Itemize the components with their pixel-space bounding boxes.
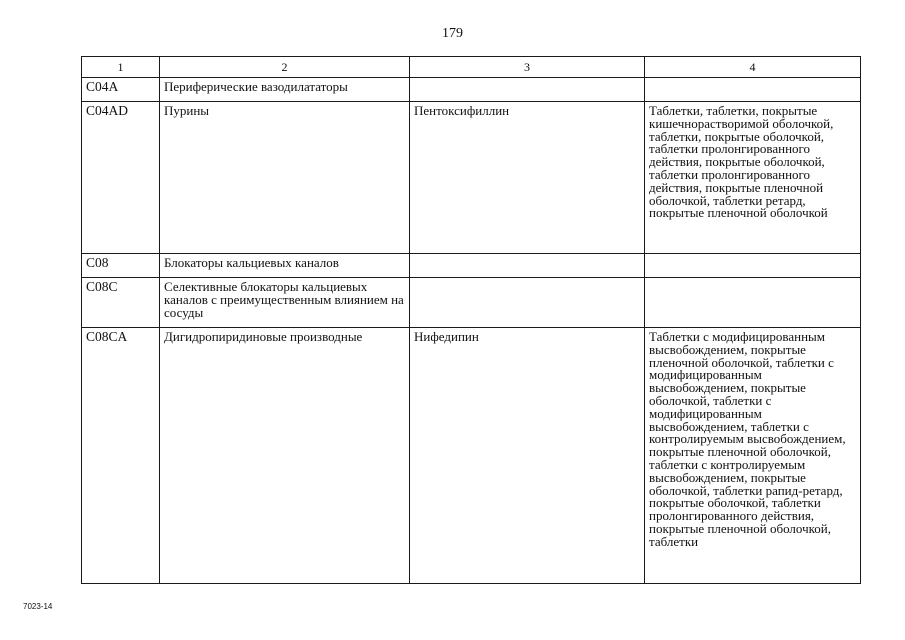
atc-code-cell: C08CA	[82, 328, 160, 584]
atc-code-cell: C08C	[82, 278, 160, 328]
group-name-cell: Блокаторы кальциевых каналов	[160, 254, 410, 278]
atc-code-cell: C04A	[82, 78, 160, 102]
substance-cell: Пентоксифиллин	[410, 102, 645, 254]
table-row	[82, 254, 861, 278]
atc-code-cell: C08	[82, 254, 160, 278]
dosage-forms-cell: Таблетки, таблетки, покрытые кишечнорастворимой оболочкой, таблетки, покрытые оболочкой, таблетки пролонгированного действия, покрытые оболочкой, таблетки пролонгированного действия, покрытые пленочной оболочкой, таблетки ретард, покрытые пленочной оболочкой	[645, 102, 861, 254]
dosage-forms-cell	[645, 254, 861, 278]
column-header-2: 2	[160, 57, 410, 78]
page-number: 179	[442, 26, 463, 41]
dosage-forms-cell	[645, 278, 861, 328]
column-header-4: 4	[645, 57, 861, 78]
dosage-forms-cell: Таблетки с модифицированным высвобождением, покрытые пленочной оболочкой, таблетки с модифицированным высвобождением, покрытые оболочкой, таблетки с модифицированным высвобождением, таблетки с контролируемым высвобождением, покрытые пленочной оболочкой, таблетки с контролируемым высвобождением, покрытые оболочкой, таблетки рапид-ретард, покрытые оболочкой, таблетки пролонгированного действия, покрытые пленочной оболочкой, таблетки	[645, 328, 861, 584]
group-name-cell: Селективные блокаторы кальциевых каналов с преимущественным влиянием на сосуды	[160, 278, 410, 328]
table-row	[82, 102, 861, 254]
substance-cell: Нифедипин	[410, 328, 645, 584]
substance-cell	[410, 254, 645, 278]
group-name-cell: Дигидропиридиновые производные	[160, 328, 410, 584]
dosage-forms-cell	[645, 78, 861, 102]
column-header-1: 1	[82, 57, 160, 78]
medicines-table	[81, 56, 861, 584]
atc-code-cell: C04AD	[82, 102, 160, 254]
substance-cell	[410, 278, 645, 328]
substance-cell	[410, 78, 645, 102]
column-header-3: 3	[410, 57, 645, 78]
table-row	[82, 78, 861, 102]
table-row	[82, 278, 861, 328]
group-name-cell: Пурины	[160, 102, 410, 254]
group-name-cell: Периферические вазодилататоры	[160, 78, 410, 102]
table-header-row	[82, 57, 861, 78]
table-row	[82, 328, 861, 584]
document-code: 7023-14	[23, 602, 53, 611]
